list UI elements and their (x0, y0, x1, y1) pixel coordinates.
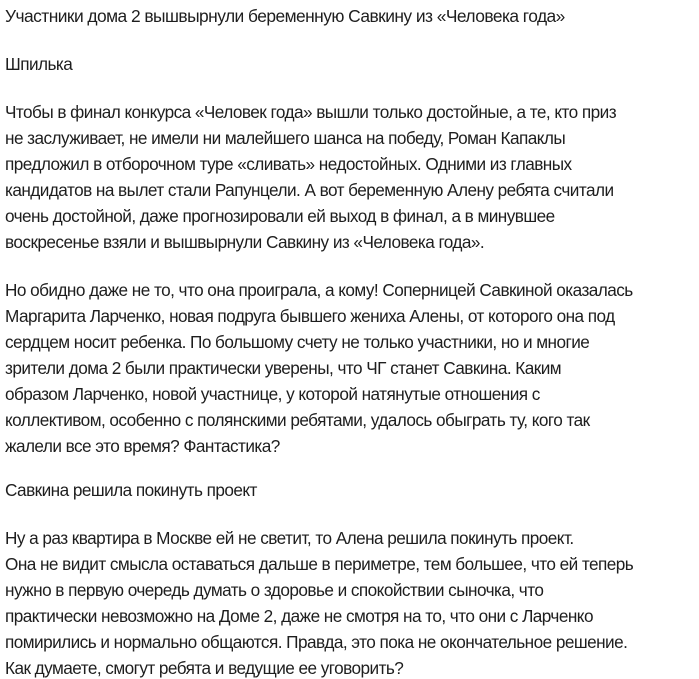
section-heading-shpilka: Шпилька (5, 54, 73, 74)
paragraph-line: Маргарита Ларченко, новая подруга бывшего жениха Алены, от которого она под (5, 306, 615, 326)
paragraph-line: Как думаете, смогут ребята и ведущие ее уговорить? (5, 658, 404, 678)
paragraph-line: образом Ларченко, новой участнице, у которой натянутые отношения с (5, 384, 540, 404)
paragraph-line: помирились и нормально общаются. Правда, это пока не окончательное решение. (5, 632, 628, 652)
section-heading-leave-project: Савкина решила покинуть проект (5, 480, 257, 500)
paragraph-line: зрители дома 2 были практически уверены, что ЧГ станет Савкина. Каким (5, 358, 562, 378)
paragraph-line: Ну а раз квартира в Москве ей не светит, то Алена решила покинуть проект. (5, 528, 574, 548)
article-title: Участники дома 2 вышвырнули беременную Савкину из «Человека года» (5, 6, 565, 26)
paragraph-line: Но обидно даже не то, что она проиграла, а кому! Соперницей Савкиной оказалась (5, 280, 633, 300)
paragraph-line: воскресенье взяли и вышвырнули Савкину из «Человека года». (5, 232, 485, 252)
paragraph-line: кандидатов на вылет стали Рапунцели. А вот беременную Алену ребята считали (5, 180, 614, 200)
paragraph-line: Чтобы в финал конкурса «Человек года» вышли только достойные, а те, кто приз (5, 102, 617, 122)
paragraph-line: очень достойной, даже прогнозировали ей выход в финал, а в минувшее (5, 206, 555, 226)
paragraph-line: предложил в отборочном туре «сливать» недостойных. Одними из главных (5, 154, 572, 174)
paragraph-line: не заслуживает, не имели ни малейшего шанса на победу, Роман Капаклы (5, 128, 566, 148)
paragraph-line: сердцем носит ребенка. По большому счету не только участники, но и многие (5, 332, 590, 352)
paragraph-line: жалели все это время? Фантастика? (5, 436, 280, 456)
paragraph-line: Она не видит смысла оставаться дальше в периметре, тем большее, что ей теперь (5, 554, 634, 574)
paragraph-line: нужно в первую очередь думать о здоровье и спокойствии сыночка, что (5, 580, 544, 600)
paragraph-line: коллективом, особенно с полянскими ребятами, удалось обыграть ту, кого так (5, 410, 590, 430)
paragraph-line: практически невозможно на Доме 2, даже не смотря на то, что они с Ларченко (5, 606, 593, 626)
